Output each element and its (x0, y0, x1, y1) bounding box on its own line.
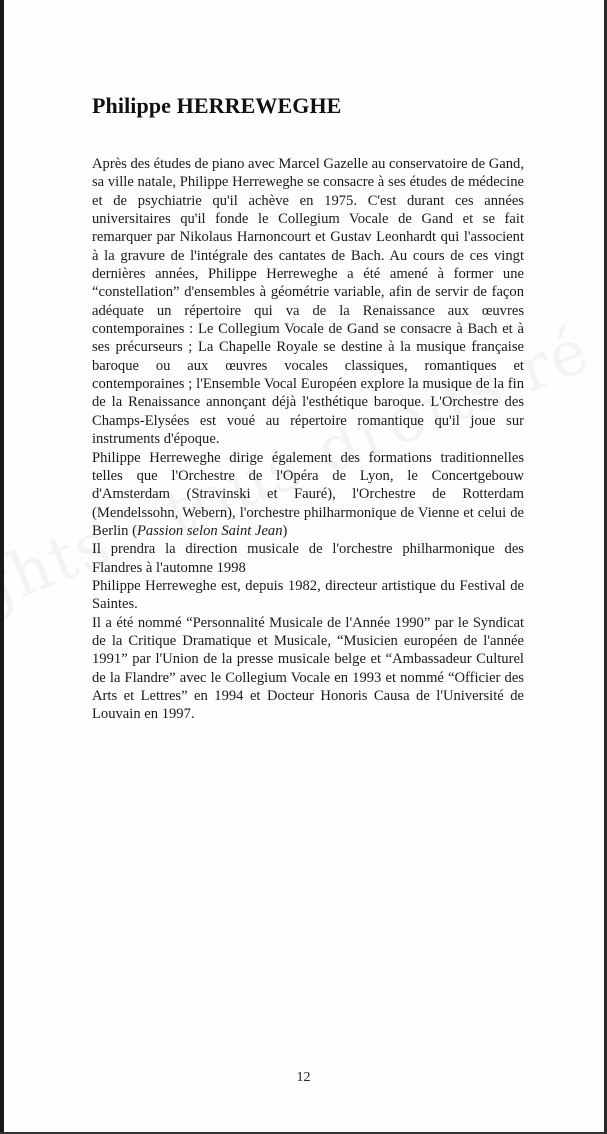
biography-text (92, 155, 524, 724)
paragraph-1: Après des études de piano avec Marcel Gazelle au conservatoire de Gand, sa ville natale, Philippe Herreweghe se consacre à ses études de médecine et de psychiatrie qu'il achève en 1975. C'est durant ces années universitaires qu'il fonde le Collegium Vocale de Gand et se fait remarquer par Nikolaus Harnoncourt et Gustav Leonhardt qui l'associent à la gravure de l'intégrale des cantates de Bach. Au cours de ces vingt dernières années, Philippe Herreweghe a été amené à former une “constellation” d'ensembles à géométrie variable, afin de servir de façon adéquate un répertoire qui va de la Renaissance aux œuvres contemporaines : Le Collegium Vocale de Gand se consacre à Bach et à ses précurseurs ; La Chapelle Royale se destine à la musique française baroque ou aux œuvres vocales classiques, romantiques et contemporaines ; l'Ensemble Vocal Européen explore la musique de la fin de la Renaissance annonçant déjà l'esthétique baroque. L'Orchestre des Champs-Elysées est voué au répertoire romantique qu'il joue sur instruments d'époque. (92, 156, 524, 448)
paragraph-4: Philippe Herreweghe est, depuis 1982, directeur artistique du Festival de Saintes. (92, 577, 524, 613)
paragraph-2-text: Philippe Herreweghe dirige également des formations traditionnelles telles que l'Orchestre de l'Opéra de Lyon, le Concertgebouw d'Amsterdam (Stravinski et Fauré), l'Orchestre de Rotterdam (Mendelssohn, Webern), l'orchestre philharmonique de Vienne et celui de Berlin ( (92, 449, 524, 539)
page-number: 12 (296, 1070, 311, 1085)
scan-edge-left (0, 0, 4, 1134)
page-title: Philippe HERREWEGHE (92, 93, 342, 118)
paragraph-5: Il a été nommé “Personnalité Musicale de l'Année 1990” par le Syndicat de la Critique Dramatique et Musicale, “Musicien européen de l'année 1991” par l'Union de la presse musicale belge et “Ambassadeur Culturel de la Flandre” avec le Collegium Vocale en 1993 et nommé “Officier des Arts et Lettres” en 1994 et Docteur Honoris Causa de l'Université de Louvain en 1997. (92, 614, 524, 723)
paragraph-2 (92, 449, 524, 541)
paragraph-3: Il prendra la direction musicale de l'orchestre philharmonique des Flandres à l'automne 1998 (92, 541, 524, 576)
work-title-italic: Passion selon Saint Jean (137, 522, 283, 539)
paragraph-2-closing: ) (282, 522, 288, 539)
